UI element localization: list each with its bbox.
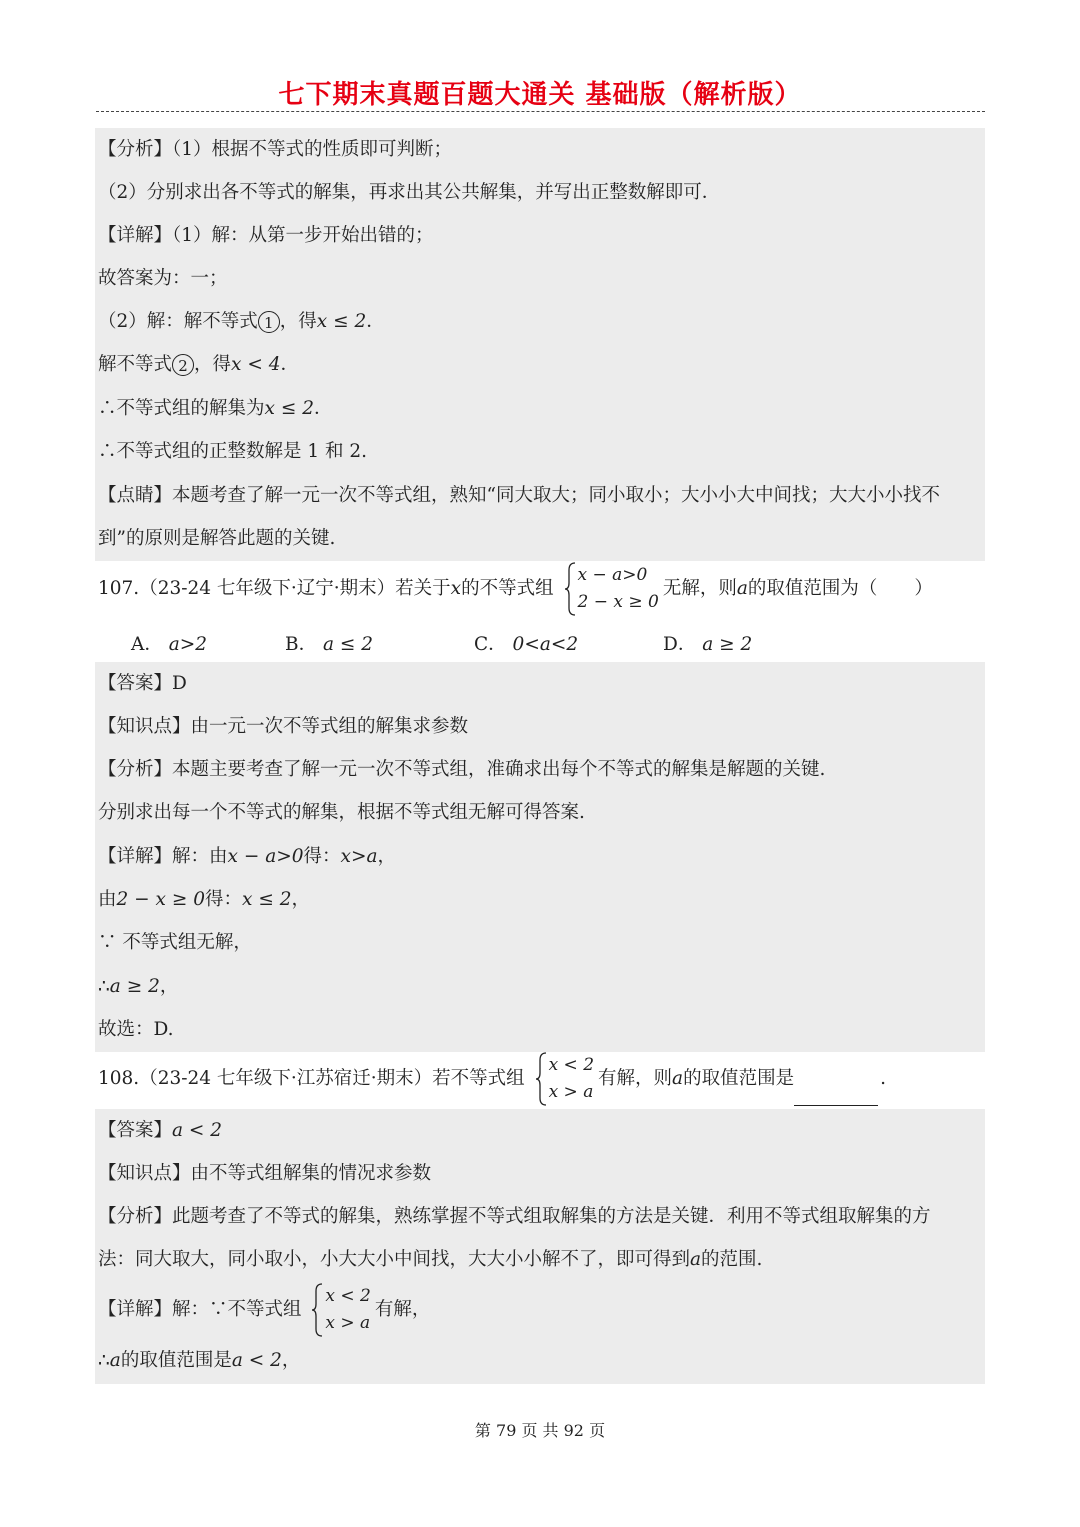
option-a[interactable] bbox=[131, 630, 207, 656]
option-label: C． bbox=[474, 634, 507, 655]
math: a bbox=[672, 1068, 684, 1089]
text: 的取值范围是 bbox=[120, 1350, 232, 1371]
brace-icon bbox=[564, 562, 576, 616]
analysis-line-2 bbox=[98, 1248, 762, 1272]
analysis-line-2: （2）分别求出各不等式的解集，再求出其公共解集，并写出正整数解即可． bbox=[98, 182, 721, 203]
math: a < 2 bbox=[231, 1350, 282, 1371]
text: ， bbox=[159, 976, 179, 997]
math: a < 2 bbox=[172, 1120, 223, 1141]
comment-line-2: 到”的原则是解答此题的关键. bbox=[98, 528, 336, 549]
math: x < 4 bbox=[231, 354, 281, 375]
detail-line-4 bbox=[98, 397, 333, 421]
option-value: a ≤ 2 bbox=[323, 634, 374, 655]
text: ∴ bbox=[98, 1350, 110, 1371]
inequality-system bbox=[311, 1283, 370, 1337]
math: x bbox=[450, 578, 462, 599]
text: ，得 bbox=[279, 311, 317, 332]
math: a bbox=[690, 1249, 702, 1270]
text: 【答案】 bbox=[98, 1120, 173, 1141]
detail-line-3: ∵ 不等式组无解， bbox=[98, 932, 252, 953]
detail-line bbox=[98, 845, 396, 869]
text: ． bbox=[313, 398, 333, 419]
math: a bbox=[109, 1350, 121, 1371]
analysis-line: 【分析】本题主要考查了解一元一次不等式组，准确求出每个不等式的解集是解题的关键. bbox=[98, 759, 826, 780]
text: ∴ bbox=[98, 976, 110, 997]
text: ，得 bbox=[194, 354, 232, 375]
system-row: x < 2 bbox=[325, 1286, 371, 1306]
text: ∴不等式组的解集为 bbox=[98, 398, 265, 419]
text: 得： bbox=[303, 846, 341, 867]
math: a bbox=[736, 578, 748, 599]
option-value: 0<a<2 bbox=[512, 634, 579, 655]
detail-line-3 bbox=[98, 353, 299, 377]
analysis-line-2: 分别求出每一个不等式的解集，根据不等式组无解可得答案. bbox=[98, 802, 585, 823]
text: 有解， bbox=[374, 1299, 431, 1320]
math: a ≥ 2 bbox=[109, 976, 160, 997]
circled-number: 1 bbox=[258, 311, 280, 333]
math: x ≤ 2 bbox=[264, 398, 314, 419]
analysis-line: 【分析】（1）根据不等式的性质即可判断； bbox=[98, 139, 453, 160]
text: 得： bbox=[205, 889, 243, 910]
detail-line-5: ∴不等式组的正整数解是 1 和 2. bbox=[98, 441, 368, 462]
answer-line bbox=[98, 1119, 222, 1143]
text: 的取值范围为（ ） bbox=[747, 578, 933, 599]
text: . bbox=[880, 1068, 886, 1089]
text: 的取值范围是 bbox=[683, 1068, 795, 1089]
text: ， bbox=[291, 889, 311, 910]
math: x>a bbox=[340, 846, 378, 867]
circled-number: 2 bbox=[172, 354, 194, 376]
document-title: 七下期末真题百题大通关 基础版（解析版） bbox=[278, 80, 802, 110]
text: 无解，则 bbox=[662, 578, 737, 599]
detail-line-2 bbox=[98, 310, 385, 334]
option-b[interactable] bbox=[285, 630, 373, 656]
solution-block-108 bbox=[95, 1109, 985, 1384]
detail-line-2 bbox=[98, 1349, 300, 1373]
system-row: x < 2 bbox=[548, 1055, 595, 1075]
text: 有解，则 bbox=[598, 1068, 673, 1089]
text: 【详解】解：由 bbox=[98, 846, 228, 867]
knowledge-line: 【知识点】由不等式组解集的情况求参数 bbox=[98, 1163, 432, 1184]
text: （2）解：解不等式 bbox=[98, 311, 258, 332]
choice-line: 故选：D. bbox=[98, 1019, 174, 1040]
text: 108.（23-24 七年级下·江苏宿迁·期末）若不等式组 bbox=[98, 1068, 525, 1089]
text: 的不等式组 bbox=[461, 578, 554, 599]
option-d[interactable] bbox=[663, 630, 752, 656]
detail-line-2 bbox=[98, 888, 310, 912]
question-108 bbox=[98, 1052, 886, 1106]
system-row: 2 − x ≥ 0 bbox=[577, 592, 659, 612]
text: 由 bbox=[98, 889, 117, 910]
system-row: x − a>0 bbox=[577, 565, 648, 585]
option-label: B． bbox=[285, 634, 318, 655]
header-divider bbox=[96, 111, 985, 112]
detail-line: 【详解】（1）解：从第一步开始出错的； bbox=[98, 225, 434, 246]
math: x − a>0 bbox=[227, 846, 304, 867]
analysis-line: 【分析】此题考查了不等式的解集，熟练掌握不等式组取解集的方法是关键．利用不等式组取解集的方 bbox=[98, 1206, 931, 1227]
text: 【详解】解：∵不等式组 bbox=[98, 1299, 302, 1320]
answer-blank[interactable] bbox=[794, 1085, 878, 1106]
text: ． bbox=[366, 311, 385, 332]
page-number: 第 79 页 共 92 页 bbox=[474, 1421, 606, 1440]
text: 法：同大取大，同小取小，小大大小中间找，大大小小解不了，即可得到 bbox=[98, 1249, 691, 1270]
detail-line bbox=[98, 1283, 430, 1337]
math: x ≤ 2 bbox=[316, 311, 367, 332]
brace-icon bbox=[535, 1052, 547, 1106]
option-label: A． bbox=[131, 634, 163, 655]
brace-icon bbox=[311, 1283, 323, 1337]
text: 的范围. bbox=[701, 1249, 763, 1270]
option-value: a ≥ 2 bbox=[702, 634, 753, 655]
option-c[interactable] bbox=[474, 630, 578, 656]
math: 2 − x ≥ 0 bbox=[116, 889, 206, 910]
detail-line-4 bbox=[98, 975, 178, 999]
answer-line: 故答案为：一； bbox=[98, 268, 228, 289]
math: x ≤ 2 bbox=[242, 889, 292, 910]
text: ， bbox=[377, 846, 397, 867]
system-row: x > a bbox=[548, 1082, 594, 1102]
text: 107.（23-24 七年级下·辽宁·期末）若关于 bbox=[98, 578, 451, 599]
text: 解不等式 bbox=[98, 354, 173, 375]
option-value: a>2 bbox=[168, 634, 208, 655]
answer-line: 【答案】D bbox=[98, 673, 187, 694]
comment-line: 【点睛】本题考查了解一元一次不等式组，熟知“同大取大；同小取小；大小小大中间找；大大小小找不 bbox=[98, 485, 940, 506]
inequality-system bbox=[564, 562, 659, 616]
option-label: D． bbox=[663, 634, 697, 655]
text: ． bbox=[280, 354, 300, 375]
system-row: x > a bbox=[325, 1313, 371, 1333]
knowledge-line: 【知识点】由一元一次不等式组的解集求参数 bbox=[98, 716, 469, 737]
question-107 bbox=[98, 562, 933, 616]
inequality-system bbox=[535, 1052, 594, 1106]
text: ， bbox=[281, 1350, 301, 1371]
